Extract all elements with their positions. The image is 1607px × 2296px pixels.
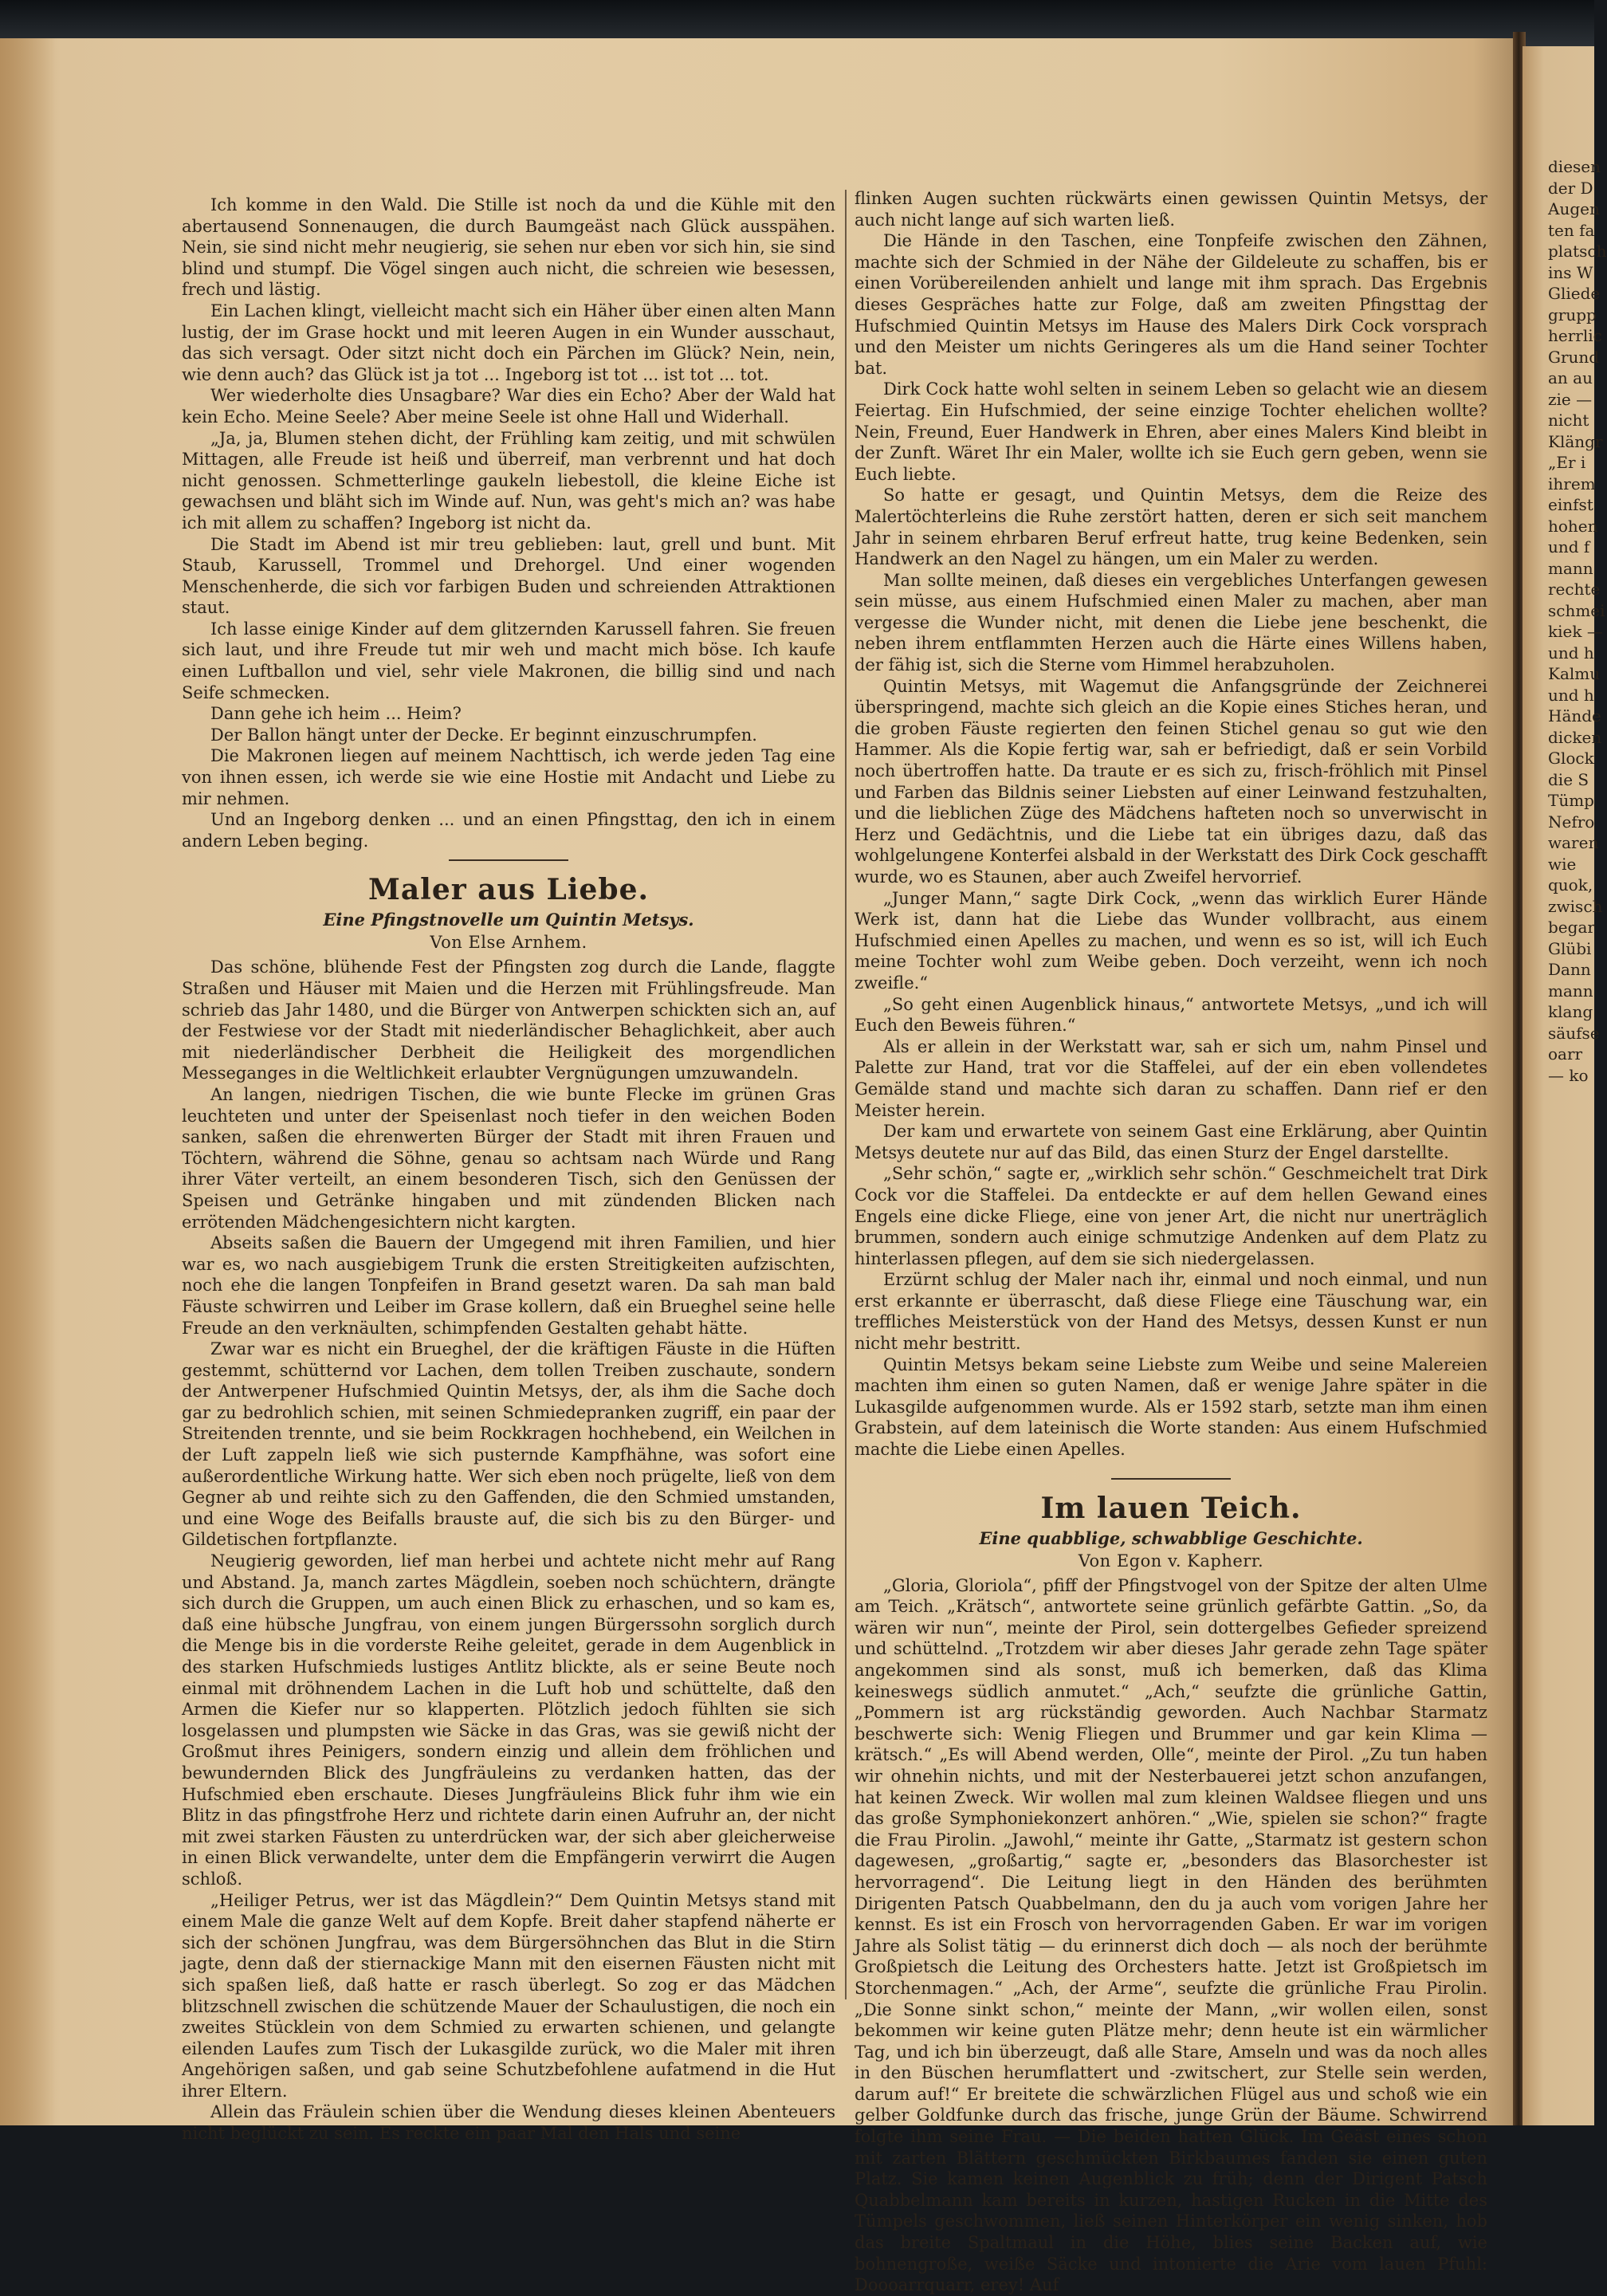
paragraph: „Gloria, Gloriola“, pfiff der Pfingstvogel von der Spitze der alten Ulme am Teich. „Krätsch“, antwortete seine grünlich gefärbte Gattin. „So, da wären wir nun“, meinte der Pirol, sein dottergelbes Gefieder spreizend und schüttelnd. „Trotzdem wir aber dieses Jahr gerade zehn Tage später angekommen sind als sonst, muß ich bemerken, daß das Klima keineswegs südlich anmutet.“ „Ach,“ seufzte die grünliche Gattin, „Pommern ist arg rückständig geworden. Auch Nachbar Starmatz beschwerte sich: Wenig Fliegen und Brummer und gar kein Klima — krätsch.“ „Es will Abend werden, Olle“, meinte der Pirol. „Zu tun haben wir ohnehin nichts, und mit der Nesterbauerei jetzt schon anzufangen, hat keinen Zweck. Wir wollen mal zum kleinen Waldsee fliegen und uns das große Symphoniekonzert anhören.“ „Wie, spielen sie schon?“ fragte die Frau Pirolin. „Jawohl,“ meinte ihr Gatte, „Starmatz ist gestern schon dagewesen, „großartig,“ sagte er, „besonders das Blasorchester ist hervorragend“. Die Leitung liegt in den Händen des berühmten Dirigenten Patsch Quabbelmann, den du ja auch vom vorigen Jahre her kennst. Es ist ein Frosch von hervorragenden Gaben. Er war im vorigen Jahre als Solist tätig — du erinnerst dich doch — als noch der berühmte Großpietsch die Leitung des Orchesters hatte. Jetzt ist Großpietsch im Storchenmagen.“ „Ach, der Arme“, seufzte die grünliche Frau Pirolin. „Die Sonne sinkt schon,“ meinte der Mann, „wir wollen eilen, sonst bekommen wir keine guten Plätze mehr; denn heute ist ein wärmlicher Tag, und ich bin überzeugt, daß alle Stare, Amseln und was da noch alles in den Büschen herumflattert und -zwitschert, zur Stelle sein werden, darum auf!“ Er breitete die schwärzlichen Flügel aus und schoß wie ein gelber Goldfunke durch das frische, junge Grün der Bäume. Schwirrend folgte ihm seine Frau. — Die beiden hatten Glück. Im Geäst eines schon mit zarten Blättern geschmückten Birkbaumes fanden sie einen guten Platz. Sie kamen keinen Augenblick zu früh; denn der Dirigent Patsch Quabbelmann kam bereits in kurzen, hastigen Rucken in die Mitte des Tümpels geschwommen, ließ seinen Hinterkörper ein wenig sinken, hob das breite Spaltmaul in die Höhe, blies seine Backen auf, wie bohnengroße, weiße Säcke und intonierte die Arie vom lauen Pfuhl: Doooarrquarr, erey! Auf xyxy=(855,1575,1487,2295)
adjacent-text-line: — ko xyxy=(1548,1065,1589,1085)
adjacent-text-line: begar xyxy=(1548,918,1595,937)
paragraph: Wer wiederholte dies Unsagbare? War dies ein Echo? Aber der Wald hat kein Echo. Meine Seele? Aber meine Seele ist ohne Hall und Widerhall. xyxy=(182,386,835,427)
adjacent-text-line: Augen xyxy=(1548,199,1600,218)
paragraph: An langen, niedrigen Tischen, die wie bunte Flecke im grünen Gras leuchteten und unter der Speisenlast noch tiefer in den weichen Boden sanken, saßen die ehrenwerten Bürger der Stadt mit ihren Frauen und Töchtern, während die Söhne, genau so achtsam nach Würde und Rang ihrer Väter verteilt, an einem besonderen Tisch, sich den Genüssen der Speisen und Getränke hingaben und mit zündenden Blicken nach errötenden Mädchengesichtern nicht kargten. xyxy=(182,1084,835,1232)
adjacent-text-line: Dann xyxy=(1548,960,1591,979)
paragraph: Zwar war es nicht ein Brueghel, der die kräftigen Fäuste in die Hüften gestemmt, schütternd vor Lachen, dem tollen Treiben zuschaute, sondern der Antwerpener Hufschmied Quintin Metsys, der, als ihm die Sache doch gar zu bedrohlich schien, mit seinen Schmiedepranken zugriff, ein paar der Streitenden trennte, und sie beim Rockkragen hochhebend, ein Weilchen in der Luft zappeln ließ wie sich pusternde Kampfhähne, was sofort eine außerordentliche Wirkung hatte. Wer sich eben noch prügelte, ließ von dem Gegner ab und reihte sich zu den Gaffenden, die den Schmied umstanden, und eine Woge des Beifalls brauste auf, die sich bis zu den Bürger- und Gildetischen fortpflanzte. xyxy=(182,1339,835,1550)
article-title: Im lauen Teich. xyxy=(1040,1491,1302,1525)
section-divider xyxy=(1111,1478,1231,1480)
adjacent-text-line: platsch xyxy=(1548,242,1607,261)
adjacent-text-line: dicken xyxy=(1548,727,1602,747)
article-subtitle: Eine Pfingstnovelle um Quintin Metsys. xyxy=(323,910,694,930)
paragraph: Ich lasse einige Kinder auf dem glitzernden Karussell fahren. Sie freuen sich laut, und ihre Freude tut mir weh und macht mich böse. Ich kaufe einen Luftballon und viel, sehr viele Makronen, die billig sind und nach Seife schmecken. xyxy=(182,619,835,702)
adjacent-text-line: wie xyxy=(1548,854,1577,874)
paragraph: flinken Augen suchten rückwärts einen gewissen Quintin Metsys, der auch nicht lange auf sich warten ließ. xyxy=(855,189,1487,230)
adjacent-text-line: Grund xyxy=(1548,347,1600,367)
adjacent-text-line: zie — xyxy=(1548,389,1593,409)
adjacent-text-line: und h xyxy=(1548,643,1594,662)
paragraph: Die Makronen liegen auf meinem Nachttisch, ich werde jeden Tag eine von ihnen essen, ich werde sie wie eine Hostie mit Andacht und Liebe zu mir nehmen. xyxy=(182,746,835,808)
adjacent-text-line: zwisch xyxy=(1548,896,1603,916)
adjacent-text-line: Glock xyxy=(1548,749,1594,768)
adjacent-text-line: schmei xyxy=(1548,600,1605,620)
adjacent-text-line: die S xyxy=(1548,769,1589,789)
paragraph: „Heiliger Petrus, wer ist das Mägdlein?“ Dem Quintin Metsys stand mit einem Male die ganze Welt auf dem Kopfe. Breit daher stapfend näherte er sich der schönen Jungfrau, was dem Bürgersöhnchen das Blut in die Stirn jagte, denn daß der stiernackige Mann mit den eisernen Fäusten nicht mit sich spaßen ließ, daß hatte er rasch überlegt. So zog er das Mädchen blitzschnell zwischen die schützende Mauer der Schaulustigen, die noch ein zweites Stücklein von dem Schmied zu erwarten schienen, und gelangte eilenden Laufes zum Tisch der Lukasgilde zurück, wo die Maler mit ihren Angehörigen saßen, und gab seine Schutzbefohlene aufatmend in die Hut ihrer Eltern. xyxy=(182,1890,835,2101)
adjacent-text-line: nicht xyxy=(1548,411,1589,430)
adjacent-text-line: an au xyxy=(1548,368,1593,387)
adjacent-text-line: „Er i xyxy=(1548,453,1586,472)
adjacent-text-line: Kalmu xyxy=(1548,664,1601,683)
paragraph: Ein Lachen klingt, vielleicht macht sich ein Häher über einen alten Mann lustig, der im Grase hockt und mit leeren Augen in ein Wunder ausschaut, das sich versagt. Oder sitzt nicht doch ein Pärchen im Glück? Nein, nein, wie denn auch? das Glück ist ja tot ... Ingeborg ist tot ... ist tot ... tot. xyxy=(182,301,835,384)
adjacent-text-line: quok, xyxy=(1548,875,1593,894)
paragraph: Allein das Fräulein schien über die Wendung dieses kleinen Abenteuers nicht beglückt zu sein. Es reckte ein paar Mal den Hals und seine xyxy=(182,2102,835,2144)
adjacent-text-line: säufse xyxy=(1548,1023,1600,1043)
adjacent-text-line: Hände xyxy=(1548,706,1601,725)
paragraph: Abseits saßen die Bauern der Umgegend mit ihren Familien, und hier war es, wo nach ausgiebigem Trunk die ersten Streitigkeiten aufzischten, noch ehe die langen Tonpfeifen in Brand gesetzt waren. Da sah man bald Fäuste schwirren und Leiber im Grase kollern, daß ein Brueghel seine helle Freude an den verknäulten, schimpfenden Gestalten gehabt hätte. xyxy=(182,1233,835,1338)
paragraph: Neugierig geworden, lief man herbei und achtete nicht mehr auf Rang und Abstand. Ja, manch zartes Mägdlein, soeben noch schüchtern, drängte sich durch die Gruppen, um auch einen Blick zu erhaschen, und so kam es, daß eine hübsche Jungfrau, von einem jungen Bürgerssohn sorglich durch die Menge bis in die vorderste Reihe geleitet, gerade in dem Augenblick in des starken Hufschmieds lustiges Antlitz blickte, als er seine Beute noch einmal mit dröhnendem Lachen in die Luft hob und schüttelte, daß den Armen die Kiefer nur so klapperten. Plötzlich jedoch fühlten sie sich losgelassen und plumpsten wie Säcke in das Gras, was sie gewiß nicht der Großmut ihres Peinigers, sondern einzig und allein dem fröhlichen und bewundernden Blick des Jungfräuleins zu verdanken hatten, das der Hufschmied eben erschaute. Dieses Jungfräuleins Blick fuhr ihm wie ein Blitz in das pfingstfrohe Herz und richtete darin einen Aufruhr an, der nicht mit zwei starken Fäusten zu unterdrücken war, der sich aber gleicherweise in einen Blick verwandelte, unter dem die Empfängerin verwirrt die Augen schloß. xyxy=(182,1551,835,1889)
adjacent-text-line: Nefro xyxy=(1548,812,1595,832)
adjacent-page-edge xyxy=(1523,46,1607,2125)
paragraph: Dann gehe ich heim ... Heim? xyxy=(210,704,462,724)
adjacent-text-line: waren xyxy=(1548,833,1599,852)
adjacent-text-line: oarr xyxy=(1548,1044,1583,1063)
adjacent-text-line: ins W xyxy=(1548,262,1593,282)
column-divider xyxy=(845,190,847,1999)
adjacent-text-line: mann xyxy=(1548,981,1593,1001)
paragraph: So hatte er gesagt, und Quintin Metsys, dem die Reize des Malertöchterleins die Ruhe zerstört hatten, deren er sich seit manchem Jahr in seinem ehrbaren Beruf erfreut hatte, trug keine Bedenken, sein Handwerk an den Nagel zu hängen, um ein Maler zu werden. xyxy=(855,486,1487,569)
adjacent-page-text xyxy=(1523,46,1607,1086)
adjacent-text-line: einfst xyxy=(1548,495,1593,514)
paragraph: „So geht einen Augenblick hinaus,“ antwortete Metsys, „und ich will Euch den Beweis führen.“ xyxy=(855,994,1487,1036)
adjacent-text-line: Tümp xyxy=(1548,791,1594,810)
paragraph: Quintin Metsys, mit Wagemut die Anfangsgründe der Zeichnerei überspringend, machte sich gleich an die Kopie eines Stiches heran, und die groben Fäuste regierten den feinen Stichel genau so gut wie den Hammer. Als die Kopie fertig war, sah er befriedigt, daß er sein Vorbild noch übertroffen hatte. Da traute er es sich zu, frisch-fröhlich mit Pinsel und Farben das Bildnis seiner Liebsten auf einer Leinwand festzuhalten, und die lieblichen Züge des Mädchens hafteten noch so unverwischt in Herz und Gedächtnis, und die Liebe tat ein übriges dazu, daß das wohlgelungene Konterfei alsbald in der Werkstatt des Dirk Cock geschafft wurde, wo es Staunen, aber auch Zweifel hervorrief. xyxy=(855,676,1487,887)
paragraph: Die Hände in den Taschen, eine Tonpfeife zwischen den Zähnen, machte sich der Schmied in der Nähe der Gildeleute zu schaffen, bis er einen Vorübereilenden anhielt und lange mit ihm sprach. Das Ergebnis dieses Gespräches hatte zur Folge, daß am zweiten Pfingsttag der Hufschmied Quintin Metsys im Hause des Malers Dirk Cock vorsprach und den Meister um nichts Geringeres als um die Hand seiner Tochter bat. xyxy=(855,231,1487,378)
section-divider xyxy=(449,859,568,861)
article-byline: Von Else Arnhem. xyxy=(430,933,587,953)
adjacent-text-line: der D xyxy=(1548,178,1593,198)
paragraph: Ich komme in den Wald. Die Stille ist noch da und die Kühle mit den abertausend Sonnenaugen, die durch Baumgeäst nach Glück ausspähen. Nein, sie sind nicht mehr neugierig, sie sehen nur eben vor sich hin, sie sind blind und stumpf. Die Vögel singen auch nicht, die schreien wie besessen, frech und lästig. xyxy=(182,195,835,300)
adjacent-text-line: und f xyxy=(1548,537,1590,556)
adjacent-text-line: hohen xyxy=(1548,516,1598,536)
adjacent-text-line: kiek — xyxy=(1548,622,1603,641)
paragraph: Der kam und erwartete von seinem Gast eine Erklärung, aber Quintin Metsys deutete nur auf das Bild, das einen Sturz der Engel darstellte. xyxy=(855,1122,1487,1162)
newspaper-page xyxy=(0,38,1519,2295)
paragraph: Und an Ingeborg denken ... und an einen Pfingsttag, den ich in einem andern Leben beging. xyxy=(182,810,835,851)
adjacent-text-line: diesen xyxy=(1548,157,1601,176)
adjacent-text-line: Glübi xyxy=(1548,938,1592,958)
adjacent-text-line: mann xyxy=(1548,558,1593,578)
article-byline: Von Egon v. Kapherr. xyxy=(1078,1551,1264,1571)
adjacent-text-line: und h xyxy=(1548,685,1594,705)
left-column xyxy=(182,195,835,2145)
adjacent-text-line: grupp xyxy=(1548,305,1597,324)
adjacent-text-line: herrlic xyxy=(1548,326,1602,345)
paragraph: „Sehr schön,“ sagte er, „wirklich sehr schön.“ Geschmeichelt trat Dirk Cock vor die Staffelei. Da entdeckte er auf dem hellen Gewand eines Engels eine dicke Fliege, eine von jener Art, die nicht nur unerträglich brummen, sondern auch einige schmutzige Andenken auf dem Platz zu hinterlassen pflegen, auf dem sie sich niedergelassen. xyxy=(855,1164,1487,1268)
paragraph: Die Stadt im Abend ist mir treu geblieben: laut, grell und bunt. Mit Staub, Karussell, Trommel und Drehorgel. Und einer wogenden Menschenherde, die sich vor farbigen Buden und schreienden Attraktionen staut. xyxy=(182,534,835,618)
paragraph: „Ja, ja, Blumen stehen dicht, der Frühling kam zeitig, und mit schwülen Mittagen, alle Freude ist heiß und überreif, man verbrennt und hat doch nicht genossen. Schmetterlinge gaukeln liebestoll, die kleine Eiche ist gewachsen und bläht sich im Winde auf. Nun, was geht's mich an? was habe ich mit allem zu schaffen? Ingeborg ist nicht da. xyxy=(182,428,835,533)
paragraph: Quintin Metsys bekam seine Liebste zum Weibe und seine Malereien machten ihm einen so guten Namen, daß er wenige Jahre später in die Lukasgilde aufgenommen wurde. Als er 1592 starb, setzte man ihm einen Grabstein, auf dem lateinisch die Worte standen: Aus einem Hufschmied machte die Liebe einen Apelles. xyxy=(855,1354,1487,1460)
adjacent-text-line: klang xyxy=(1548,1002,1593,1021)
article-subtitle: Eine quabblige, schwabblige Geschichte. xyxy=(979,1527,1363,1548)
paragraph: Das schöne, blühende Fest der Pfingsten zog durch die Lande, flaggte Straßen und Häuser mit Maien und die Herzen mit Frühlingsfreude. Man schrieb das Jahr 1480, und die Bürger von Antwerpen schickten sich an, auf der Festwiese vor der Stadt mit niederländischer Behaglichkeit, aber auch mit niederländischer Derbheit die Heiligkeit des morgendlichen Messeganges in die Weltlichkeit erlaubter Vergnügungen umzuwandeln. xyxy=(182,957,835,1083)
paragraph: Dirk Cock hatte wohl selten in seinem Leben so gelacht wie an diesem Feiertag. Ein Hufschmied, der seine einzige Tochter ehelichen wollte? Nein, Freund, Euer Handwerk in Ehren, aber eines Malers Kind bleibt in der Zunft. Wäret Ihr ein Maler, wollte ich sie Euch gern geben, wenn sie Euch liebte. xyxy=(855,379,1487,484)
paragraph: Als er allein in der Werkstatt war, sah er sich um, nahm Pinsel und Palette zur Hand, trat vor die Staffelei, auf der ein eben vollendetes Gemälde stand und machte sich daran zu schaffen. Dann rief er den Meister herein. xyxy=(855,1036,1487,1120)
middle-column xyxy=(855,188,1487,2296)
paragraph: Der Ballon hängt unter der Decke. Er beginnt einzuschrumpfen. xyxy=(210,725,757,745)
adjacent-text-line: Gliede xyxy=(1548,284,1601,303)
adjacent-text-line: rechte xyxy=(1548,580,1601,599)
paragraph: Man sollte meinen, daß dieses ein vergebliches Unterfangen gewesen sein müsse, aus einem Hufschmied einen Maler zu machen, aber man vergesse die Wunder nicht, mit denen die Liebe jene beschenkt, die neben ihrem entflammten Herzen auch die Härte eines Willens haben, der fähig ist, sich die Sterne vom Himmel herabzuholen. xyxy=(855,570,1487,675)
adjacent-text-line: ten fa xyxy=(1548,220,1595,240)
adjacent-text-line: ihrem xyxy=(1548,474,1596,493)
adjacent-text-line: Klängr xyxy=(1548,431,1603,451)
article-title: Maler aus Liebe. xyxy=(367,873,650,907)
paragraph: Erzürnt schlug der Maler nach ihr, einmal und noch einmal, und nun erst erkannte er überrascht, daß diese Fliege eine Täuschung war, ein treffliches Meisterstück von der Hand des Metsys, dessen Kunst er nun nicht mehr bestritt. xyxy=(855,1270,1487,1354)
paragraph: „Junger Mann,“ sagte Dirk Cock, „wenn das wirklich Eurer Hände Werk ist, dann hat die Liebe das Wunder vollbracht, aus einem Hufschmied einen Apelles zu machen, und wenn es so ist, will ich Euch meine Tochter wohl zum Weibe geben. Doch verzeiht, wenn ich noch zweifle.“ xyxy=(855,888,1487,993)
